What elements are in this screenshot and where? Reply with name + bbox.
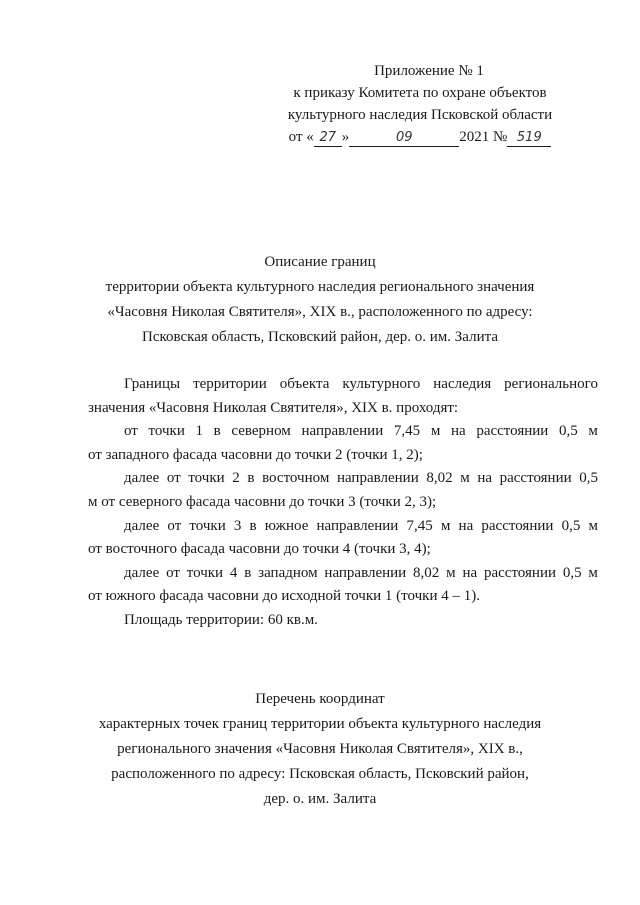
word: северном bbox=[231, 423, 291, 440]
date-day: 27 bbox=[319, 130, 337, 145]
description-title-line-1: Описание границ bbox=[264, 254, 376, 270]
date-mid: » bbox=[341, 129, 350, 145]
word: в bbox=[244, 564, 252, 581]
word: направлении bbox=[324, 564, 407, 581]
word: восточном bbox=[262, 470, 330, 487]
word: в bbox=[249, 517, 257, 534]
word: 8,02 bbox=[413, 564, 440, 581]
word: направлении bbox=[316, 517, 399, 534]
coordinates-title-line-5: дер. о. им. Залита bbox=[263, 791, 377, 807]
segment-2-line-2: м от северного фасада часовни до точки 3 (точки 2, 3); bbox=[88, 493, 437, 510]
segment-4-line-1 bbox=[88, 562, 598, 586]
word: м bbox=[588, 517, 598, 534]
word: 4 bbox=[229, 564, 238, 581]
word: от bbox=[124, 423, 138, 440]
word: точки bbox=[188, 470, 225, 487]
segment-1-line-1 bbox=[88, 420, 598, 444]
appendix-title: Приложение № 1 bbox=[374, 63, 484, 79]
description-title-line-4: Псковская область, Псковский район, дер. о. им. Залита bbox=[142, 329, 498, 345]
word: точки bbox=[186, 564, 224, 581]
word: м bbox=[588, 564, 598, 581]
appendix-committee: культурного наследия Псковской области bbox=[287, 107, 553, 123]
date-year: 2021 № bbox=[459, 129, 508, 145]
word: направлении bbox=[336, 470, 419, 487]
coordinates-title-line-1: Перечень координат bbox=[255, 691, 385, 707]
segment-3-line-1 bbox=[88, 515, 598, 539]
word: далее bbox=[124, 470, 160, 487]
coordinates-title-line-4: расположенного по адресу: Псковская область, Псковский район, bbox=[111, 766, 529, 782]
date-month-field bbox=[349, 129, 459, 147]
boundary-description bbox=[88, 373, 598, 633]
appendix-order-ref: к приказу Комитета по охране объектов bbox=[293, 85, 547, 101]
word: объекта bbox=[279, 376, 330, 392]
word: точки bbox=[148, 423, 185, 440]
word: в bbox=[213, 423, 221, 440]
word: расстоянии bbox=[481, 517, 554, 534]
word: 0,5 bbox=[559, 423, 578, 440]
coordinates-title bbox=[40, 687, 600, 812]
word: южное bbox=[264, 517, 309, 534]
segment-2-line-1 bbox=[88, 467, 598, 491]
word: от bbox=[166, 470, 181, 487]
segment-3-line-2: от восточного фасада часовни до точки 4 (точки 3, 4); bbox=[88, 541, 431, 558]
segment-1-line-2: от западного фасада часовни до точки 2 (точки 1, 2); bbox=[88, 446, 423, 463]
word: 3 bbox=[233, 517, 242, 534]
word: в bbox=[247, 470, 255, 487]
word: регионального bbox=[504, 376, 598, 392]
intro-line-1 bbox=[88, 373, 598, 397]
word: м bbox=[460, 470, 470, 487]
order-number-field bbox=[507, 129, 551, 147]
word: на bbox=[462, 564, 478, 581]
intro-line-2: значения «Часовня Николая Святителя», XIX в. проходят: bbox=[88, 399, 459, 416]
word: м bbox=[440, 517, 451, 534]
date-day-field bbox=[314, 129, 342, 147]
segment-4-line-2: от южного фасада часовни до исходной точки 1 (точки 4 – 1). bbox=[88, 588, 480, 605]
date-prefix: от « bbox=[288, 129, 314, 145]
appendix-header bbox=[250, 60, 590, 148]
word: культурного bbox=[342, 376, 421, 392]
word: далее bbox=[124, 517, 160, 534]
word: наследия bbox=[433, 376, 492, 392]
word: Границы bbox=[124, 376, 181, 392]
appendix-date-line bbox=[250, 126, 590, 148]
word: от bbox=[167, 517, 182, 534]
description-title bbox=[40, 250, 600, 350]
order-number: 519 bbox=[516, 130, 542, 145]
word: м bbox=[588, 423, 598, 440]
word: 7,45 bbox=[393, 423, 421, 440]
word: на bbox=[477, 470, 492, 487]
word: от bbox=[166, 564, 180, 581]
word: м bbox=[446, 564, 456, 581]
word: 7,45 bbox=[406, 517, 433, 534]
word: 8,02 bbox=[426, 470, 453, 487]
word: направлении bbox=[301, 423, 384, 440]
word: 0,5 bbox=[561, 517, 581, 534]
word: 2 bbox=[232, 470, 240, 487]
word: 1 bbox=[195, 423, 203, 440]
word: расстоянии bbox=[499, 470, 572, 487]
word: 0,5 bbox=[579, 470, 598, 487]
coordinates-title-line-2: характерных точек границ территории объекта культурного наследия bbox=[98, 716, 542, 732]
description-title-line-2: территории объекта культурного наследия регионального значения bbox=[105, 279, 535, 295]
word: м bbox=[430, 423, 441, 440]
word: расстоянии bbox=[483, 564, 556, 581]
word: территории bbox=[193, 376, 267, 392]
word: точки bbox=[189, 517, 226, 534]
date-month: 09 bbox=[395, 130, 413, 145]
area-line: Площадь территории: 60 кв.м. bbox=[124, 611, 318, 628]
word: далее bbox=[124, 564, 160, 581]
word: 0,5 bbox=[562, 564, 582, 581]
word: расстоянии bbox=[476, 423, 549, 440]
description-title-line-3: «Часовня Николая Святителя», XIX в., расположенного по адресу: bbox=[107, 304, 533, 320]
coordinates-title-line-3: регионального значения «Часовня Николая Святителя», XIX в., bbox=[117, 741, 523, 757]
word: на bbox=[450, 423, 466, 440]
word: на bbox=[458, 517, 474, 534]
word: западном bbox=[258, 564, 318, 581]
